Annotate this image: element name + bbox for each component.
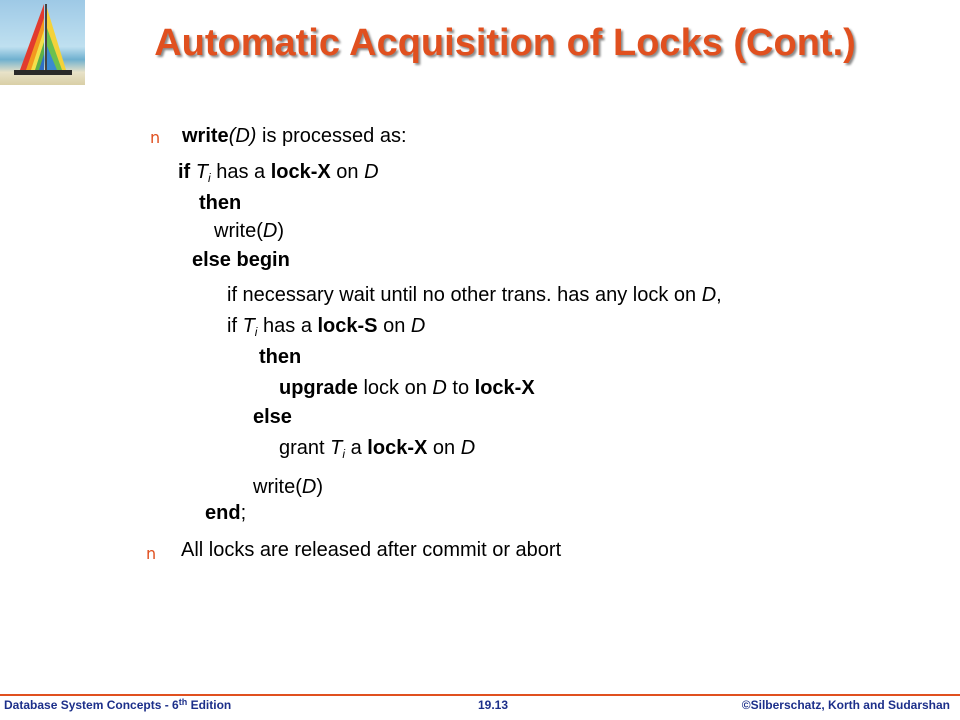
bullet-write-heading: write(D) is processed as: [182, 125, 407, 147]
footer-divider [0, 694, 960, 696]
footer-copyright: ©Silberschatz, Korth and Sudarshan [741, 698, 950, 712]
code-line-else-begin: else begin [192, 249, 290, 271]
code-line-end: end; [205, 502, 247, 524]
code-line-grant: grant $T_i$ a lock-X on D [279, 437, 476, 461]
slide-title: Automatic Acquisition of Locks (Cont.) [154, 22, 856, 64]
footer-book-title: Database System Concepts - 6th Edition [4, 697, 232, 712]
code-line-then: then [199, 192, 242, 214]
code-line-upgrade: upgrade lock on D to lock-X [279, 377, 535, 399]
code-line-wait: if necessary wait until no other trans. has any lock on D, [227, 284, 722, 306]
bullet-locks-released: All locks are released after commit or abort [181, 539, 562, 561]
code-line-write: write(D) [214, 220, 285, 242]
bullet-icon: n [146, 544, 157, 563]
code-line-else-inner: else [253, 406, 292, 428]
footer-page-number: 19.13 [478, 698, 509, 712]
code-line-then-inner: then [259, 346, 302, 368]
code-line-if-lockx: if $T_i$ has a lock-X on D [178, 161, 379, 185]
code-line-if-locks: if $T_i$ has a lock-S on D [227, 315, 426, 339]
code-line-write-final: write(D) [253, 476, 324, 498]
bullet-icon: n [150, 128, 161, 147]
